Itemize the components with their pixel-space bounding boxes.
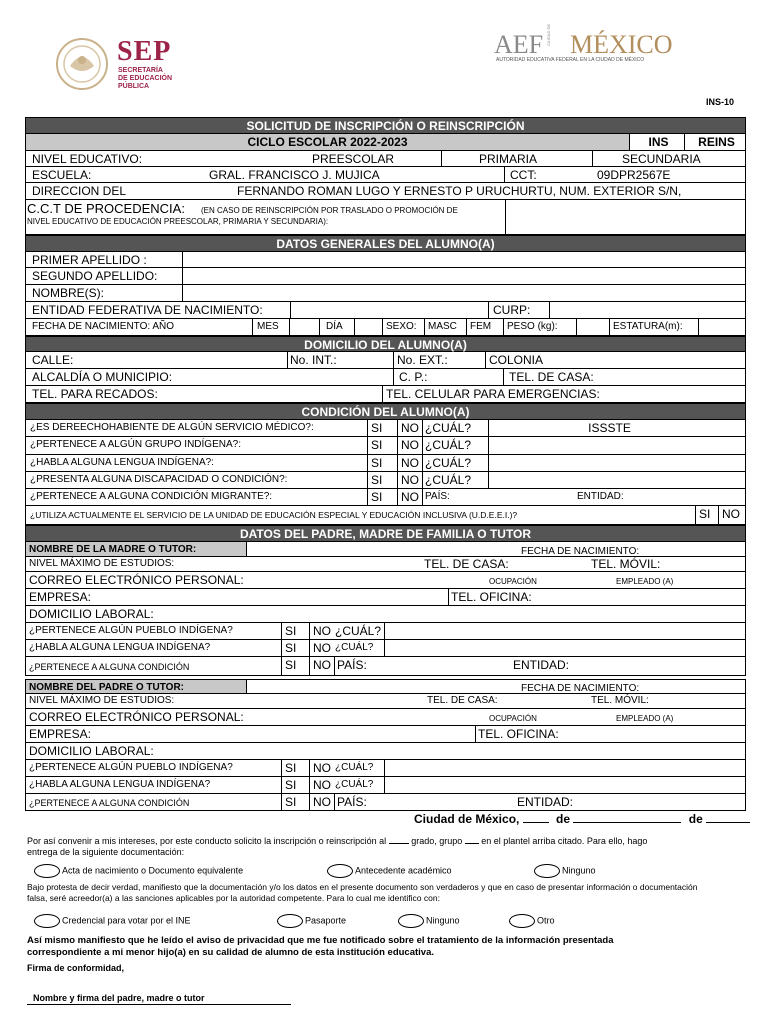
cond-q5-pais: PAÍS: <box>425 491 450 502</box>
form-code: INS-10 <box>706 97 735 107</box>
colonia-label: COLONIA <box>489 353 544 367</box>
primer-apellido-label: PRIMER APELLIDO : <box>32 253 147 267</box>
sep-wordmark: SEP <box>117 36 172 67</box>
entidad-curp-row <box>25 302 746 319</box>
padre-tel-oficina-label: TEL. OFICINA: <box>478 727 559 741</box>
firma-conformidad: Firma de conformidad, <box>27 963 125 973</box>
radio-oval-icon <box>327 864 353 878</box>
direccion-row <box>25 183 746 200</box>
madre-condicion-si[interactable]: SI <box>285 658 297 672</box>
doc-option-antecedente[interactable] <box>327 864 452 878</box>
radio-oval-icon <box>34 864 60 878</box>
padre-pueblo-row <box>25 760 746 777</box>
segundo-apellido-row <box>25 268 746 285</box>
primer-apellido-input[interactable] <box>183 252 745 267</box>
cond-q1-cual: ¿CUÁL? <box>425 421 472 435</box>
cycle-label: CICLO ESCOLAR 2022-2023 <box>247 135 408 149</box>
condicion-section <box>25 403 746 420</box>
estatura-label: ESTATURA(m): <box>613 321 683 332</box>
padre-condicion-label: ¿PERTENECE A ALGUNA CONDICIÓN <box>29 798 190 808</box>
alumno-section <box>25 235 746 252</box>
doc3-label: Ninguno <box>562 865 596 876</box>
p1-text-d: entrega de la siguiente documentación: <box>27 847 185 857</box>
cond-q3-no[interactable]: NO <box>401 456 419 470</box>
cct-proc-label: C.C.T DE PROCEDENCIA: <box>27 201 185 216</box>
madre-lengua-row <box>25 640 746 657</box>
mes-label: MES <box>257 321 279 332</box>
entidad-label: ENTIDAD FEDERATIVA DE NACIMIENTO: <box>32 303 263 317</box>
segundo-apellido-input[interactable] <box>183 268 745 284</box>
id-option-pasaporte[interactable] <box>277 914 346 928</box>
padre-lengua-si[interactable]: SI <box>285 778 297 792</box>
padre-lengua-row <box>25 777 746 794</box>
padre-nivel-row <box>25 694 746 709</box>
sep-subtitle-3: PÚBLICA <box>118 83 150 90</box>
doc1-label: Acta de nacimiento o Documento equivalente <box>62 865 244 876</box>
cond-q5-entidad: ENTIDAD: <box>577 491 624 502</box>
madre-lengua-cual: ¿CUÁL? <box>335 642 374 653</box>
no-ext-label: No. EXT.: <box>397 353 448 367</box>
reins-checkbox[interactable]: REINS <box>685 134 745 150</box>
nombres-label: NOMBRE(S): <box>32 286 104 300</box>
madre-fecha-label: FECHA DE NACIMIENTO: <box>521 546 640 556</box>
grado-input[interactable] <box>389 843 409 844</box>
year-input[interactable] <box>706 822 750 823</box>
cond-q4-cual: ¿CUÁL? <box>425 473 472 487</box>
padre-lengua-cual: ¿CUÁL? <box>335 779 374 790</box>
doc2-label: Antecedente académico <box>355 865 452 876</box>
doc-option-ninguno[interactable] <box>534 864 596 878</box>
cond-q3-si[interactable]: SI <box>371 456 383 470</box>
id3-label: Ninguno <box>426 915 460 926</box>
paragraph-1 <box>27 836 747 858</box>
cond-q3: ¿HABLA ALGUNA LENGUA INDÍGENA?: <box>30 457 214 468</box>
cond-q1: ¿ES DEREECHOHABIENTE DE ALGÚN SERVICIO MÉDICO?: <box>30 422 314 433</box>
cond-q2-cual: ¿CUÁL? <box>425 438 472 452</box>
radio-oval-icon <box>277 914 303 928</box>
padre-pueblo-si[interactable]: SI <box>285 761 297 775</box>
padre-lengua-label: ¿HABLA ALGUNA LENGUA INDÍGENA? <box>29 779 211 790</box>
cond-q2: ¿PERTENECE A ALGÚN GRUPO INDÍGENA?: <box>30 439 241 450</box>
doc-option-acta[interactable] <box>34 864 243 878</box>
cct-proc-note-2: NIVEL EDUCATIVO DE EDUCACIÓN PREESCOLAR, PRIMARIA Y SECUNDARIA): <box>27 217 329 226</box>
madre-pueblo-label: ¿PERTENECE ALGÚN PUEBLO INDÍGENA? <box>29 625 233 636</box>
padre-label: NOMBRE DEL PADRE O TUTOR: <box>26 680 246 693</box>
madre-empleado-label: EMPLEADO (A) <box>616 577 674 586</box>
tel-celular-label: TEL. CELULAR PARA EMERGENCIAS: <box>386 387 600 401</box>
madre-block <box>25 542 746 676</box>
curp-label: CURP: <box>493 303 531 317</box>
madre-label: NOMBRE DE LA MADRE O TUTOR: <box>26 542 246 556</box>
padre-tel-movil-label: TEL. MÓVIL: <box>591 695 649 706</box>
padre-correo-row <box>25 709 746 726</box>
madre-tel-movil-label: TEL. MÓVIL: <box>591 557 661 571</box>
padre-empresa-label: EMPRESA: <box>29 727 92 741</box>
cond-q6-no[interactable]: NO <box>722 507 740 521</box>
entidad-input[interactable] <box>291 302 487 318</box>
cct-value[interactable]: 09DPR2567E <box>597 168 671 182</box>
padre-domicilio-row <box>25 743 746 760</box>
madre-tel-oficina-label: TEL. OFICINA: <box>451 590 532 604</box>
madre-empresa-label: EMPRESA: <box>29 590 92 604</box>
madre-pueblo-row <box>25 623 746 640</box>
radio-oval-icon <box>34 914 60 928</box>
madre-name-row <box>25 542 746 557</box>
primer-apellido-row <box>25 252 746 268</box>
id-option-ine[interactable] <box>34 914 191 928</box>
calle-row <box>25 352 746 369</box>
cct-proc-input[interactable] <box>506 200 745 234</box>
padre-pueblo-cual: ¿CUÁL? <box>335 762 374 773</box>
padre-lengua-no[interactable]: NO <box>313 778 331 792</box>
padre-block <box>25 679 746 811</box>
cond-row-1 <box>25 420 746 437</box>
p1-text-a: Por así convenir a mis intereses, por este conducto solicito la inscripción o reinscripción al <box>27 836 387 846</box>
p3-text-b: correspondiente a mi menor hijo(a) en su calidad de alumno de esta institución educativa. <box>27 947 435 958</box>
madre-condicion-row <box>25 657 746 676</box>
madre-pais-label: PAÍS: <box>337 658 367 672</box>
padre-condicion-row <box>25 794 746 811</box>
padre-ocupacion-label: OCUPACIÓN <box>489 714 537 723</box>
tel-recados-label: TEL. PARA RECADOS: <box>32 387 158 401</box>
ins-checkbox[interactable]: INS <box>630 134 684 150</box>
padre-tel-casa-label: TEL. DE CASA: <box>427 695 498 706</box>
aef-mexico: MÉXICO <box>570 30 673 59</box>
cct-label: CCT: <box>510 168 537 182</box>
tutores-section <box>25 525 746 542</box>
cycle-row <box>25 134 746 151</box>
direccion-value[interactable]: FERNANDO ROMAN LUGO Y ERNESTO P URUCHURTU, NUM. EXTERIOR S/N, <box>237 184 682 198</box>
cond-q5-no[interactable]: NO <box>401 490 419 504</box>
radio-oval-icon <box>534 864 560 878</box>
cond-q4-no[interactable]: NO <box>401 473 419 487</box>
aef-wordmark: AEF <box>494 30 544 59</box>
cond-row-6 <box>25 506 746 525</box>
nivel-preescolar[interactable]: PREESCOLAR <box>312 152 395 166</box>
id2-label: Pasaporte <box>305 915 347 926</box>
paragraph-3 <box>27 935 747 959</box>
grupo-input[interactable] <box>465 843 479 844</box>
dia-label: DÍA <box>326 321 343 332</box>
padre-nivel-label: NIVEL MÁXIMO DE ESTUDIOS: <box>29 695 175 706</box>
madre-condicion-no[interactable]: NO <box>313 658 331 672</box>
cond-q4: ¿PRESENTA ALGUNA DISCAPACIDAD O CONDICIÓN?: <box>30 474 288 485</box>
madre-tel-casa-label: TEL. DE CASA: <box>424 557 509 571</box>
padre-empresa-row <box>25 726 746 743</box>
escuela-value[interactable]: GRAL. FRANCISCO J. MUJICA <box>209 168 380 182</box>
sexo-label: SEXO: <box>386 321 417 332</box>
padre-pueblo-no[interactable]: NO <box>313 761 331 775</box>
day-input[interactable] <box>523 822 549 823</box>
cond-q1-issste[interactable]: ISSSTE <box>588 421 631 435</box>
calle-label: CALLE: <box>32 353 74 367</box>
condicion-section-text: CONDICIÓN DEL ALUMNO(A) <box>301 405 470 419</box>
id4-label: Otro <box>537 915 555 926</box>
no-int-label: No. INT.: <box>290 353 337 367</box>
cond-row-5 <box>25 489 746 506</box>
escuela-row <box>25 167 746 183</box>
masc-option[interactable]: MASC <box>428 321 457 332</box>
cct-proc-note-1: (EN CASO DE REINSCRIPCIÓN POR TRASLADO O PROMOCIÓN DE <box>201 206 458 215</box>
madre-pueblo-cual: ¿CUÁL? <box>335 624 382 638</box>
cond-q5-si[interactable]: SI <box>371 490 383 504</box>
madre-correo-label: CORREO ELECTRÓNICO PERSONAL: <box>29 573 244 587</box>
cond-q3-cual: ¿CUÁL? <box>425 456 472 470</box>
madre-entidad-label: ENTIDAD: <box>513 658 570 672</box>
madre-nivel-label: NIVEL MÁXIMO DE ESTUDIOS: <box>29 558 175 569</box>
madre-empresa-row <box>25 589 746 606</box>
de-label-2: de <box>688 812 703 826</box>
sep-logo <box>52 36 112 92</box>
cond-row-4 <box>25 472 746 489</box>
padre-correo-label: CORREO ELECTRÓNICO PERSONAL: <box>29 710 244 724</box>
fem-option[interactable]: FEM <box>470 321 492 332</box>
signature-line[interactable] <box>27 993 291 1005</box>
peso-label: PESO (kg): <box>507 321 558 332</box>
de-label-1: de <box>556 812 571 826</box>
nombres-input[interactable] <box>183 285 745 301</box>
domicilio-section-text: DOMICILIO DEL ALUMNO(A) <box>304 338 467 352</box>
firma-nombre-label: Nombre y firma del padre, madre o tutor <box>33 993 205 1003</box>
aef-mini-label: CIUDAD DE <box>546 23 551 46</box>
domicilio-section <box>25 336 746 352</box>
madre-domicilio-label: DOMICILIO LABORAL: <box>29 607 154 621</box>
padre-name-row <box>25 679 746 694</box>
p3-text-a: Así mismo manifiesto que he leído el aviso de privacidad que me fue notificado sobre el tratamiento de la información presentada <box>27 935 614 946</box>
padre-pais-label: PAÍS: <box>337 795 367 809</box>
alcaldia-label: ALCALDÍA O MUNICIPIO: <box>32 370 173 384</box>
madre-lengua-label: ¿HABLA ALGUNA LENGUA INDÍGENA? <box>29 642 211 653</box>
alumno-section-text: DATOS GENERALES DEL ALUMNO(A) <box>276 237 495 251</box>
padre-entidad-label: ENTIDAD: <box>517 795 574 809</box>
sep-subtitle-2: DE EDUCACIÓN <box>118 75 173 82</box>
tel-casa-label: TEL. DE CASA: <box>509 370 594 384</box>
nivel-row <box>25 151 746 167</box>
padre-fecha-label: FECHA DE NACIMIENTO: <box>521 683 640 693</box>
radio-oval-icon <box>398 914 424 928</box>
tutores-section-text: DATOS DEL PADRE, MADRE DE FAMILIA O TUTOR <box>239 527 532 541</box>
madre-condicion-label: ¿PERTENECE A ALGUNA CONDICIÓN <box>29 662 190 672</box>
id1-label: Credencial para votar por el INE <box>62 915 191 926</box>
cond-q1-si[interactable]: SI <box>371 421 383 435</box>
month-input[interactable] <box>573 822 681 823</box>
nivel-label: NIVEL EDUCATIVO: <box>32 152 143 166</box>
form-title <box>25 117 746 134</box>
madre-correo-row <box>25 572 746 589</box>
segundo-apellido-label: SEGUNDO APELLIDO: <box>32 269 158 283</box>
fecha-anio-label: FECHA DE NACIMIENTO: AÑO <box>32 321 175 332</box>
fecha-nac-row <box>25 319 746 336</box>
p2-text-a: Bajo protesta de decir verdad, manifiesto que la documentación y/o los datos en el presente documento son verdaderos y que en caso de presentar información o documentación <box>27 882 698 892</box>
madre-domicilio-row <box>25 606 746 623</box>
padre-empleado-label: EMPLEADO (A) <box>616 714 674 723</box>
madre-lengua-si[interactable]: SI <box>285 641 297 655</box>
aef-subtitle: AUTORIDAD EDUCATIVA FEDERAL EN LA CIUDAD DE MÉXICO <box>496 57 645 63</box>
padre-condicion-no[interactable]: NO <box>313 795 331 809</box>
madre-ocupacion-label: OCUPACIÓN <box>489 577 537 586</box>
madre-nivel-row <box>25 557 746 572</box>
cond-q2-si[interactable]: SI <box>371 438 383 452</box>
ciudad-label: Ciudad de México, <box>414 812 520 826</box>
id-option-otro[interactable] <box>509 914 555 928</box>
madre-pueblo-si[interactable]: SI <box>285 624 297 638</box>
radio-oval-icon <box>509 914 535 928</box>
cond-q1-no[interactable]: NO <box>401 421 419 435</box>
form-title-text: SOLICITUD DE INSCRIPCIÓN O REINSCRIPCIÓN <box>246 119 525 133</box>
padre-condicion-si[interactable]: SI <box>285 795 297 809</box>
recados-row <box>25 386 746 403</box>
padre-pueblo-label: ¿PERTENECE ALGÚN PUEBLO INDÍGENA? <box>29 762 233 773</box>
paragraph-2 <box>27 882 757 904</box>
madre-lengua-no[interactable]: NO <box>313 641 331 655</box>
id-option-ninguno[interactable] <box>398 914 460 928</box>
cond-q6-si[interactable]: SI <box>699 507 711 521</box>
p1-text-b: grado, grupo <box>411 836 463 846</box>
curp-input[interactable] <box>550 302 745 318</box>
escuela-label: ESCUELA: <box>32 168 92 182</box>
alcaldia-row <box>25 369 746 386</box>
sep-subtitle-1: SECRETARÍA <box>118 67 163 74</box>
madre-pueblo-no[interactable]: NO <box>313 624 331 638</box>
cond-q5: ¿PERTENECE A ALGUNA CONDICIÓN MIGRANTE?: <box>30 491 273 502</box>
cp-label: C. P.: <box>399 370 428 384</box>
ciudad-line <box>414 812 750 826</box>
direccion-label: DIRECCION DEL <box>32 184 127 198</box>
cond-q2-no[interactable]: NO <box>401 438 419 452</box>
nivel-secundaria[interactable]: SECUNDARIA <box>622 152 701 166</box>
padre-domicilio-label: DOMICILIO LABORAL: <box>29 744 154 758</box>
nivel-primaria[interactable]: PRIMARIA <box>479 152 538 166</box>
p2-text-b: falsa, seré acreedor(a) a las sanciones aplicables por la autoridad competente. Para lo cual me identifico con: <box>27 893 440 903</box>
nombres-row <box>25 285 746 302</box>
cond-row-2 <box>25 437 746 455</box>
cond-q4-si[interactable]: SI <box>371 473 383 487</box>
cond-row-3 <box>25 455 746 472</box>
p1-text-c: en el plantel arriba citado. Para ello, hago <box>481 836 648 846</box>
cond-q6: ¿UTILIZA ACTUALMENTE EL SERVICIO DE LA UNIDAD DE EDUCACIÓN ESPECIAL Y EDUCACIÓN INCLUSIVA (U.D.E.E.I.)? <box>30 510 518 520</box>
cct-proc-row <box>25 200 746 235</box>
